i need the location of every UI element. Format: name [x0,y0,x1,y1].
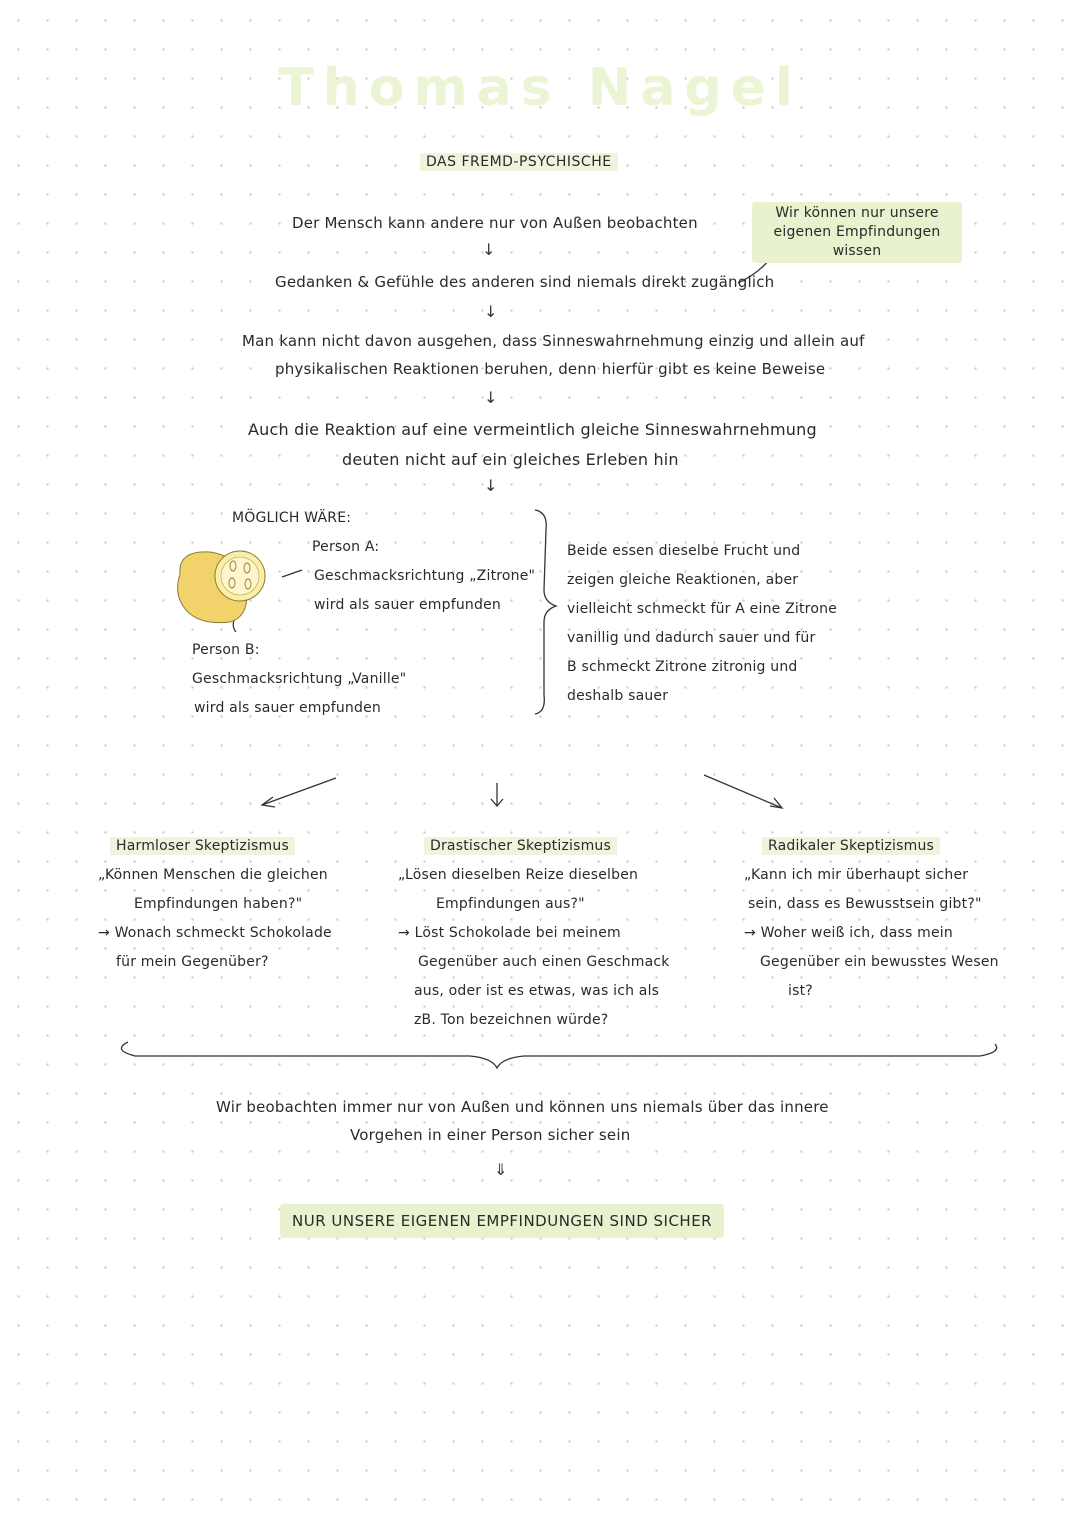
skepticism-drastic-title: Drastischer Skeptizismus [424,837,617,855]
final-statement: NUR UNSERE EIGENEN EMPFINDUNGEN SIND SICHER [280,1204,724,1238]
explanation-line: Beide essen dieselbe Frucht und [567,543,801,559]
person-a-line-2: wird als sauer empfunden [314,597,501,613]
example-explanation [567,537,837,711]
skepticism-line: Empfindungen haben?" [134,896,303,912]
skepticism-line: ist? [788,983,813,999]
person-b-line-1: Geschmacksrichtung „Vanille" [192,671,407,687]
skepticism-line: zB. Ton bezeichnen würde? [414,1012,609,1028]
skepticism-line: Empfindungen aus?" [436,896,585,912]
skepticism-line: „Lösen dieselben Reize dieselben [398,867,639,883]
lemon-to-a-arrow [282,570,302,577]
skepticism-line: aus, oder ist es etwas, was ich als [414,983,660,999]
down-arrow-3: ↓ [484,388,498,407]
person-b-label: Person B: [192,642,260,658]
side-note-line-1: Wir können nur unsere [775,205,939,221]
skepticism-line: sein, dass es Bewusstsein gibt?" [748,896,982,912]
person-a-label: Person A: [312,539,380,555]
subtitle: DAS FREMD-PSYCHISCHE [420,154,618,170]
flow-step-2: Gedanken & Gefühle des anderen sind niemals direkt zugänglich [275,273,775,291]
skepticism-line: „Kann ich mir überhaupt sicher [744,867,969,883]
flow-step-4-line-2: deuten nicht auf ein gleiches Erleben hin [342,450,679,469]
example-heading: MÖGLICH WÄRE: [232,510,352,526]
flow-step-3-line-1: Man kann nicht davon ausgehen, dass Sinneswahrnehmung einzig und allein auf [242,332,865,350]
skepticism-line: → Wonach schmeckt Schokolade [98,925,332,941]
skepticism-line: für mein Gegenüber? [116,954,269,970]
skepticism-line: „Können Menschen die gleichen [98,867,328,883]
skepticism-line: → Löst Schokolade bei meinem [398,925,621,941]
skepticism-harmless-title: Harmloser Skeptizismus [110,837,295,855]
down-arrow-1: ↓ [482,240,496,259]
flow-step-3-line-2: physikalischen Reaktionen beruhen, denn hierfür gibt es keine Beweise [275,360,826,378]
skepticism-line: → Woher weiß ich, dass mein [744,925,953,941]
side-note-line-2: eigenen Empfindungen wissen [773,224,941,259]
explanation-line: zeigen gleiche Reaktionen, aber [567,572,799,588]
page-title: Thomas Nagel [278,58,802,118]
skepticism-line: Gegenüber ein bewusstes Wesen [760,954,999,970]
explanation-line: vielleicht schmeckt für A eine Zitrone [567,601,837,617]
conclusion-line-1: Wir beobachten immer nur von Außen und können uns niemals über das innere [216,1098,829,1116]
side-note [752,202,962,263]
conclusion-line-2: Vorgehen in einer Person sicher sein [350,1126,631,1144]
branch-left-arrow [262,778,336,805]
explanation-line: B schmeckt Zitrone zitronig und [567,659,798,675]
lemon-icon [178,551,265,623]
person-a-line-1: Geschmacksrichtung „Zitrone" [314,568,536,584]
down-arrow-final: ⇓ [494,1160,508,1179]
skepticism-harmless [98,832,332,977]
down-arrow-4: ↓ [484,476,498,495]
flow-step-1: Der Mensch kann andere nur von Außen beobachten [292,214,698,232]
down-arrow-2: ↓ [484,302,498,321]
explanation-line: vanillig und dadurch sauer und für [567,630,816,646]
skepticism-radical-title: Radikaler Skeptizismus [762,837,940,855]
summary-brace [121,1042,996,1068]
skepticism-line: Gegenüber auch einen Geschmack [418,954,670,970]
skepticism-drastic [398,832,670,1035]
explanation-line: deshalb sauer [567,688,669,704]
person-b-line-2: wird als sauer empfunden [194,700,381,716]
example-brace [535,510,556,714]
branch-right-arrow [704,775,782,808]
skepticism-radical [744,832,999,1006]
flow-step-4-line-1: Auch die Reaktion auf eine vermeintlich gleiche Sinneswahrnehmung [248,420,817,439]
